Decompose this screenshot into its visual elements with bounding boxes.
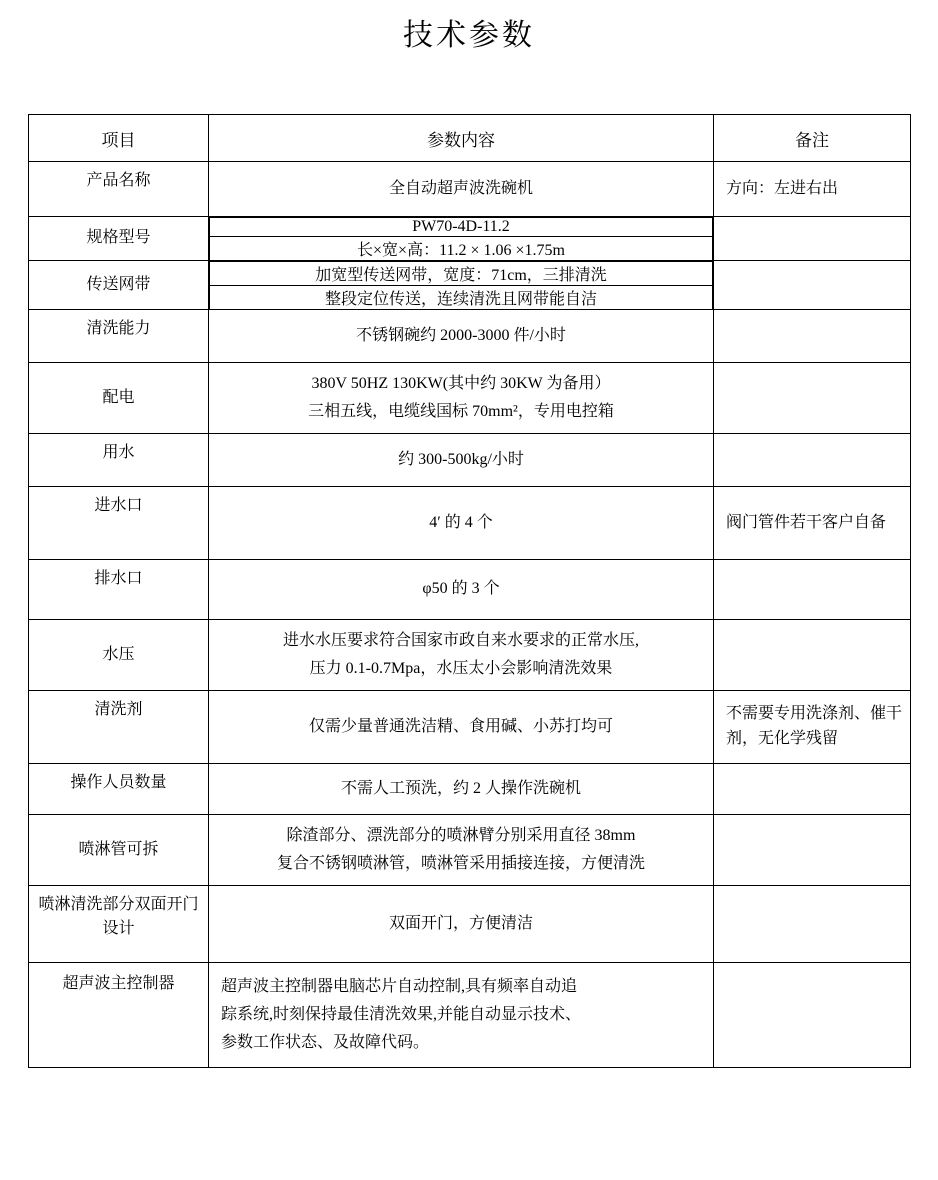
- row-item-label: 传送网带: [86, 275, 151, 293]
- row-content-text: 超声波主控制器电脑芯片自动控制,具有频率自动追: [221, 978, 578, 995]
- table-row: [29, 691, 911, 764]
- row-item-cell: [29, 886, 209, 963]
- column-header-content: 参数内容: [209, 115, 714, 162]
- row-content-cell: [209, 487, 714, 560]
- row-content-block: [209, 620, 713, 690]
- row-content-text: 除渣部分、漂洗部分的喷淋臂分别采用直径 38mm: [286, 827, 636, 844]
- row-note-cell: [714, 620, 911, 691]
- row-note-cell: [714, 261, 911, 310]
- table-row: [29, 963, 911, 1068]
- table-row: [29, 815, 911, 886]
- row-content-text: 加宽型传送网带，宽度：71cm，三排清洗: [210, 262, 713, 286]
- row-item-cell: [29, 691, 209, 764]
- row-note-text: [714, 278, 910, 292]
- row-content-cell: [209, 363, 714, 434]
- table-row: [29, 363, 911, 434]
- row-note-text: [714, 1008, 910, 1022]
- row-content-text: 三相五线，电缆线国标 70mm²，专用电控箱: [308, 403, 614, 420]
- row-content-text: 双面开门，方便清洁: [388, 914, 533, 932]
- table-row: [29, 261, 911, 310]
- row-note-text: 不需要专用洗涤剂、催干剂，无化学残留: [726, 705, 903, 747]
- row-content-text: 不锈钢碗约 2000-3000 件/小时: [356, 326, 566, 344]
- row-note-cell: [714, 691, 911, 764]
- row-content-text: 全自动超声波洗碗机: [388, 179, 533, 197]
- column-header-note: 备注: [714, 115, 911, 162]
- row-content-cell: [209, 261, 714, 310]
- row-item-label: 超声波主控制器: [62, 975, 175, 992]
- row-note-text: [714, 782, 910, 796]
- row-note-cell: [714, 217, 911, 261]
- row-content-cell: [209, 815, 714, 886]
- row-item-cell: [29, 310, 209, 363]
- table-header-row: [29, 115, 911, 162]
- row-content-text: 压力 0.1-0.7Mpa，水压太小会影响清洗效果: [309, 660, 613, 677]
- row-content-text: 长×宽×高：11.2 × 1.06 ×1.75m: [210, 237, 713, 261]
- row-item-cell: [29, 963, 209, 1068]
- row-note-cell: [714, 886, 911, 963]
- row-note-text: [714, 917, 910, 931]
- row-item-cell: [29, 162, 209, 217]
- row-note-text: [714, 453, 910, 467]
- row-content-text: φ50 的 3 个: [422, 580, 500, 598]
- row-content-block: [209, 966, 713, 1064]
- page-title: 技术参数: [403, 19, 535, 52]
- row-note-cell: [714, 815, 911, 886]
- row-content-block: [209, 363, 713, 433]
- content-split: [209, 217, 713, 260]
- row-item-cell: [29, 815, 209, 886]
- row-item-label: 操作人员数量: [70, 774, 167, 791]
- row-content-text: PW70-4D-11.2: [210, 218, 713, 237]
- row-content-cell: [209, 217, 714, 261]
- table-row: [29, 560, 911, 620]
- row-content-cell: [209, 764, 714, 815]
- row-note-text: [714, 843, 910, 857]
- row-content-text: 不需人工预洗，约 2 人操作洗碗机: [340, 779, 581, 797]
- row-content-text: 参数工作状态、及故障代码。: [221, 1034, 430, 1051]
- row-note-text: [714, 583, 910, 597]
- row-content-cell: [209, 886, 714, 963]
- row-note-text: [714, 232, 910, 246]
- row-note-text: [714, 329, 910, 343]
- row-content-text: 进水水压要求符合国家市政自来水要求的正常水压,: [282, 632, 639, 649]
- row-content-cell: [209, 620, 714, 691]
- row-item-label: 清洗剂: [94, 701, 143, 718]
- row-item-cell: [29, 363, 209, 434]
- row-content-text: 整段定位传送，连续清洗且网带能自洁: [210, 286, 713, 310]
- row-item-cell: [29, 261, 209, 310]
- row-note-text: [714, 391, 910, 405]
- spec-table: [28, 114, 911, 1068]
- row-item-label: 进水口: [94, 497, 143, 514]
- row-content-text: 仅需少量普通洗洁精、食用碱、小苏打均可: [308, 717, 613, 735]
- row-note-text: 阀门管件若干客户自备: [726, 513, 887, 531]
- table-row: [29, 764, 911, 815]
- row-content-block: [209, 815, 713, 885]
- row-note-text: 方向：左进右出: [726, 179, 839, 197]
- row-item-label: 喷淋清洗部分双面开门设计: [38, 896, 199, 937]
- row-item-label: 排水口: [94, 570, 143, 587]
- row-item-label: 水压: [102, 646, 135, 663]
- row-item-label: 产品名称: [86, 172, 151, 189]
- row-content-cell: [209, 560, 714, 620]
- table-row: [29, 434, 911, 487]
- row-content-cell: [209, 691, 714, 764]
- row-note-cell: [714, 363, 911, 434]
- row-content-cell: [209, 434, 714, 487]
- row-note-cell: [714, 310, 911, 363]
- row-note-cell: [714, 434, 911, 487]
- row-item-label: 规格型号: [86, 229, 151, 247]
- row-content-text: 380V 50HZ 130KW(其中约 30KW 为备用）: [311, 375, 611, 392]
- row-item-label: 用水: [102, 444, 135, 461]
- row-item-cell: [29, 764, 209, 815]
- table-row: [29, 162, 911, 217]
- row-content-text: 踪系统,时刻保持最佳清洗效果,并能自动显示技术、: [221, 1006, 582, 1023]
- row-content-text: 约 300-500kg/小时: [398, 450, 524, 468]
- row-item-label: 清洗能力: [86, 320, 151, 337]
- row-note-cell: [714, 764, 911, 815]
- table-row: [29, 310, 911, 363]
- table-row: [29, 487, 911, 560]
- row-item-cell: [29, 620, 209, 691]
- row-content-cell: [209, 162, 714, 217]
- row-item-cell: [29, 434, 209, 487]
- row-item-cell: [29, 560, 209, 620]
- row-note-text: [714, 648, 910, 662]
- spec-table-container: [28, 114, 910, 1068]
- content-split: [209, 261, 713, 309]
- table-row: [29, 217, 911, 261]
- row-content-cell: [209, 963, 714, 1068]
- row-content-text: 4′ 的 4 个: [429, 513, 493, 531]
- row-item-label: 喷淋管可拆: [78, 841, 159, 858]
- table-row: [29, 620, 911, 691]
- row-note-cell: [714, 560, 911, 620]
- row-note-cell: [714, 487, 911, 560]
- row-note-cell: [714, 963, 911, 1068]
- row-item-cell: [29, 487, 209, 560]
- row-content-cell: [209, 310, 714, 363]
- row-note-cell: [714, 162, 911, 217]
- row-content-text: 复合不锈钢喷淋管，喷淋管采用插接连接，方便清洗: [276, 855, 645, 872]
- table-row: [29, 886, 911, 963]
- row-item-cell: [29, 217, 209, 261]
- column-header-item: 项目: [29, 115, 209, 162]
- row-item-label: 配电: [102, 389, 135, 406]
